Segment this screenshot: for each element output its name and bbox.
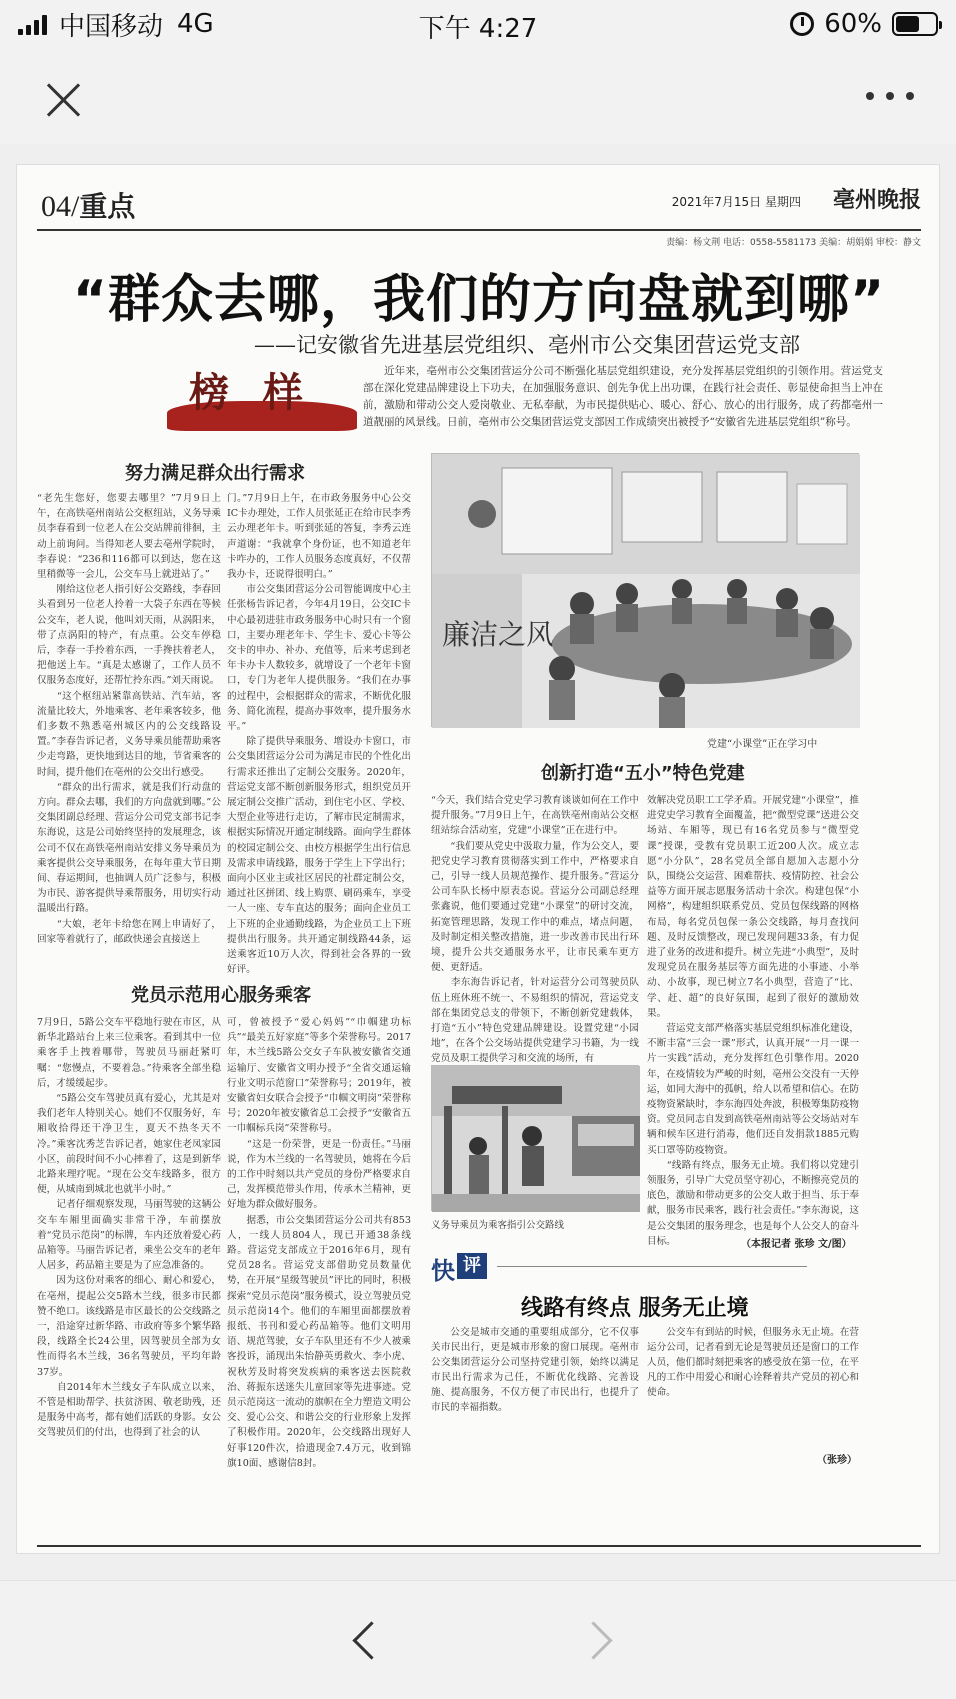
article-column: 门。”7月9日上午，在市政务服务中心公交IC卡办理处，工作人员张延正在给市民李秀云办理老年卡。听到张延的答复，李秀云连声道谢：“我就拿个身份证，也不知道老年卡咋办的，工作人员服务态度真好，不仅帮我办卡，还说得很明白。” 市公交集团营运分公司智能调度中心主任张杨告诉记者，今年4月19日，公交IC卡中心最初进驻市政务服务中心时只有一个窗口，主要办理老年卡、学生卡、爱心卡等公交卡的申办、补办、充值等，后来考虑到老年卡办卡人数较多，就增设了一个老年卡窗口，专门为老年人提供服务。“我们在办事的过程中，会根据群众的需求，不断优化服务、简化流程，提高办事效率，提升服务水平。” 除了提供导乘服务、增设办卡窗口，市公交集团营运分公司为满足市民的个性化出行需求还推出了定制公交服务。2020年，营运党支部不断创新服务形式，组织党员开展定制公交推广活动，到住宅小区、学校、大型企业等进行走访，了解市民定制需求，根据实际情况开通定制线路。面向学生群体的校园定制公交、由校方根据学生出行信息及需求申请线路，服务于学生上下学出行；面向小区业主或社区居民的社群定制公交，通过社区拼团、线上购票、刷码乘车，享受一人一座、专车直达的服务；面向企业员工上下班的企业通勤线路，为企业员工上下班提供出行服务。共开通定制线路44条，运送乘客近10万人次，得到社会各界的一致好评。 [227,493,411,976]
masthead [37,183,921,248]
newspaper-name: 亳州晚报 [832,187,921,213]
section-title-3: 创新打造“五小”特色党建 [541,763,745,784]
article-column: 7月9日，5路公交车平稳地行驶在市区，从新华北路站台上来三位乘客。看到其中一位乘客手上拽着哪带，驾驶员马丽赶紧叮嘱：“您慢点，不要着急。”待乘客全部坐稳后，才缓缓起步。 “5路公交车驾驶员真有爱心，尤其是对我们老年人特别关心。她们不仅服务好，车厢收拾得还干净卫生，夏天不热冬天不冷。”乘客沈秀芝告诉记者，她家住老凤家园小区，前段时间不小心摔着了，这是到新华北路来理疗呢。“现在公交车线路多，很方便，从城南到城北也就半小时。” 记者仔细观察发现，马丽驾驶的这辆公交车车厢里面确实非常干净，车前摆放着“党员示范岗”的标牌，车内还放着爱心药品箱等。马丽告诉记者，乘坐公交车的老年人居多，药品箱主要是为了应急准备的。 因为这份对乘客的细心、耐心和爱心，在亳州，提起公交5路木兰线，很多市民都赞不绝口。该线路是市区最长的公交线路之一，沿途穿过新华路、市政府等多个繁华路段，线路全长24公里，因驾驶员全部为女性而得名木兰线，36名驾驶员，平均年龄37岁。 自2014年木兰线女子车队成立以来，不管是相助帮学、扶贫济困、敬老助残，还是服务中高考，都有她们活跃的身影。女公交驾驶员们的付出，也得到了社会的认 [37,1017,221,1439]
masthead-rule [37,229,921,231]
nav-bar [0,48,956,144]
battery-icon [892,12,938,36]
newspaper-page [16,164,940,1554]
content-viewer[interactable] [0,144,956,1580]
page-number: 04/重点 [41,190,136,223]
page-bottom-rule [37,1545,921,1547]
commentary-title: 线路有终点 服务无止境 [521,1296,749,1321]
photo-caption: 义务导乘员为乘客指引公交路线 [431,1220,565,1231]
signal-icon [18,13,47,35]
bangyang-badge: 榜 样 [167,361,357,439]
commentary-byline: （张珍） [817,1455,857,1466]
headline: “群众去哪，我们的方向盘就到哪” [72,270,886,330]
section-title-2: 党员示范用心服务乘客 [131,985,311,1006]
svg-text:廉洁之风: 廉洁之风 [442,618,555,651]
photo-caption: 党建“小课堂”正在学习中 [707,739,818,750]
issue-date: 2021年7月15日 星期四 [671,195,801,209]
more-icon[interactable] [866,86,914,106]
status-bar [0,0,956,48]
meeting-photo [431,453,859,727]
lead-paragraph: 近年来，亳州市公交集团营运分公司不断强化基层党组织建设，充分发挥基层党组织的引领作用。营运党支部在深化党建品牌建设上下功夫，在加强服务意识、创先争优上出功课，在践行社会责任、彰显使命担当上冲在前，激励和带动公交人爱岗敬业、无私奉献，为市民提供贴心、暖心、舒心、放心的出行服务，成了药都亳州一道靓丽的风景线。日前，亳州市公交集团营运党支部因工作成绩突出被授予“安徽省先进基层党组织”称号。 [363,365,883,428]
bus-stop-photo [431,1065,639,1211]
subheadline: ——记安徽省先进基层党组织、亳州市公交集团营运党支部 [254,333,800,357]
forward-icon[interactable] [578,1617,618,1661]
article-column: 可，曾被授予“爱心妈妈”“巾帼建功标兵”“最美五好家庭”等多个荣誉称号。2017年，木兰线5路公交女子车队被安徽省交通运输厅、安徽省文明办授予“全省交通运输行业文明示范窗口”荣誉称号；2019年，被安徽省妇女联合会授予“巾帼文明岗”荣誉称号；2020年被安徽省总工会授予“安徽省五一巾帼标兵岗”荣誉称号。 “这是一份荣誉，更是一份责任。”马丽说，作为木兰线的一名驾驶员，她将在今后的工作中时刻以共产党员的身份严格要求自己，发挥模范带头作用，传承木兰精神，更好地为群众做好服务。 据悉，市公交集团营运分公司共有853人，一线人员804人，现已开通38条线路。营运党支部成立于2016年6月，现有党员28名。营运党支部借助党员数量优势，在开展“星级驾驶员”评比的同时，积极探索“党员示范岗”服务模式，设立驾驶员党员示范岗14个。他们的车厢里面都摆放着报纸、书刊和爱心药品箱等。他们文明用语、规范驾驶，女子车队里还有不少人被乘客投诉，涌现出朱怡静英勇救火、李小虎、祝秋芳及时将突发疾病的乘客送去医院救治、蒋振东送迷失儿童回家等先进事迹。党员示范岗这一流动的旗帜在全力塑造文明公交、爱心公交、和谐公交的行业形象上发挥了积极作用。2020年，公交线路出现好人好事120件次，拾遗现金7.4万元，收到锦旗10面、感谢信8封。 [227,1017,411,1469]
bottom-toolbar [0,1580,956,1699]
article-column: “老先生您好，您要去哪里？”7月9日上午，在高铁亳州南站公交枢纽站，义务导乘员李春看到一位老人在公交站牌前徘徊，主动上前询问。当得知老人要去亳州学院时，李春说：“236和116都可以到达，您在这里稍微等一会儿，公交车马上就进站了。” 刚给这位老人指引好公交路线，李春回头看到另一位老人拎着一大袋子东西在等候公交车，老人说，他叫刘天雨，从涡阳来，带了点涡阳的特产，有点重。公交车停稳后，李春一手拎着东西，一手搀扶着老人，把他送上车。“真是太感谢了，工作人员不仅服务态度好，还帮忙拎东西。”刘天雨说。 “这个枢纽站紧靠高铁站、汽车站，客流量比较大，外地乘客、老年乘客较多，他们多数不熟悉亳州城区内的公交线路设置。”李春告诉记者，义务导乘员能帮助乘客少走弯路，更快地到达目的地，节省乘客的时间，提升他们在亳州的公交出行感受。 “群众的出行需求，就是我们行动盘的方向。群众去哪，我们的方向盘就到哪。”公交集团副总经理、营运分公司党支部书记李东海说，这是公司始终坚持的发展理念，该公司不仅在高铁亳州南站安排义务导乘员为乘客提供公交导乘服务，在每年重大节日期间、春运期间，也抽调人员广泛参与，积极为市民、游客提供导乘帮服务，用切实行动温暖出行路。 “大娘，老年卡给您在网上申请好了，回家等着就行了，邮政快递会直接送上 [37,493,221,945]
byline: （本报记者 张珍 文/图） [741,1239,852,1250]
back-icon[interactable] [346,1617,386,1661]
article-column: “今天，我们结合党史学习教育谈谈如何在工作中提升服务。”7月9日上午，在高铁亳州南站公交枢纽站综合活动室，党建“小课堂”正在进行中。 “我们要从党史中汲取力量，作为公交人，要把党史学习教育贯彻落实到工作中，严格要求自己，引导一线人员规范操作、提升服务。”营运分公司车队长杨中原表态说。营运分公司副总经理张鑫说，他们要通过党建“小课堂”的研讨交流，拓宽管理思路，发现工作中的难点，堵点问题，及时制定相关整改措施，进一步改善市民出行环境，提升公共交通服务水平，让市民乘车更方便、更舒适。 李东海告诉记者，针对运营分公司驾驶员队伍上班休班不统一、不易组织的情况，营运党支部在集团党总支的带领下，不断创新党建载体，打造“五小”特色党建品牌建设。设置党建“小园地”，在各个公交场站提供党建学习书籍，为一线党员及职工提供学习和交流的场所，有 [431,795,639,1065]
commentary-banner: 快 评 [431,1251,861,1281]
article-column: 效解决党员职工工学矛盾。开展党建“小课堂”，推进党史学习教育全面覆盖，把“微型党课”送进公交场站、车厢等，现已有16名党员参与“微型党课”授课，受教有党员职工近200人次。成立志愿“小分队”，28名党员全部自愿加入志愿小分队，围绕公交运营、困难帮扶、疫情防控、社会公益等方面开展志愿服务活动十余次。构建包保“小网格”，构建组织联系党员、党员包保线路的网格布局，每名党员包保一条公交线路，每月查找问题、及时反馈整改，现已发现问题33条，有力促进了业务的改进和提升。树立先进“小典型”，及时发现党员在服务基层等方面先进的小事迹、小举动、小故事，现已树立7名小典型，营造了“比、学、赶、超”的良好氛围，起到了很好的激励效果。 营运党支部严格落实基层党组织标准化建设，不断丰富“三会一课”形式，认真开展“一月一课一片一实践”活动，充分发挥红色引擎作用。2020年，在疫情较为严峻的时刻，亳州公交没有一天停运，如同大海中的孤帆，给人以希望和信心。在防疫物资紧缺时，李东海四处奔波，积极筹集防疫物资。党员同志自发到高铁亳州南站等公交场站对车辆和候车区进行消毒，他们还自发捐款1885元购买口罩等防疫物资。 “线路有终点，服务无止境。我们将以党建引领服务，引导广大党员坚守初心，不断擦亮党员的底色，激励和带动更多的公交人敢于担当、乐于奉献，服务市民乘客，践行社会责任。”李东海说，这是公交集团的服务理念，也是每个人公交人的奋斗目标。 [647,795,859,1247]
editor-line: 责编：杨文荆 电话：0558-5581173 美编：胡娟娟 审校：静文 [666,238,921,248]
commentary-column: 公交是城市交通的重要组成部分，它不仅事关市民出行，更是城市形象的窗口展现。亳州市公交集团营运分公司坚持党建引领，始终以满足市民出行需求为己任，不断优化线路、完善设施、提高服务，不仅方便了市民出行，也提升了市民的幸福指数。 [431,1327,639,1413]
clock: 下午 4:27 [418,14,538,44]
network-type: 4G [177,9,214,39]
close-icon[interactable] [40,76,88,124]
battery-percent: 60% [824,9,882,39]
carrier-label: 中国移动 [59,11,164,42]
commentary-column: 公交车有到站的时候，但服务永无止境。在营运分公司，记者看到无论是驾驶员还是窗口的工作人员，他们都时刻把乘客的感受放在第一位，在平凡的工作中用爱心和耐心诠释着共产党员的初心和使命。 [647,1327,859,1398]
alarm-icon [790,12,814,36]
section-title-1: 努力满足群众出行需求 [125,463,305,484]
